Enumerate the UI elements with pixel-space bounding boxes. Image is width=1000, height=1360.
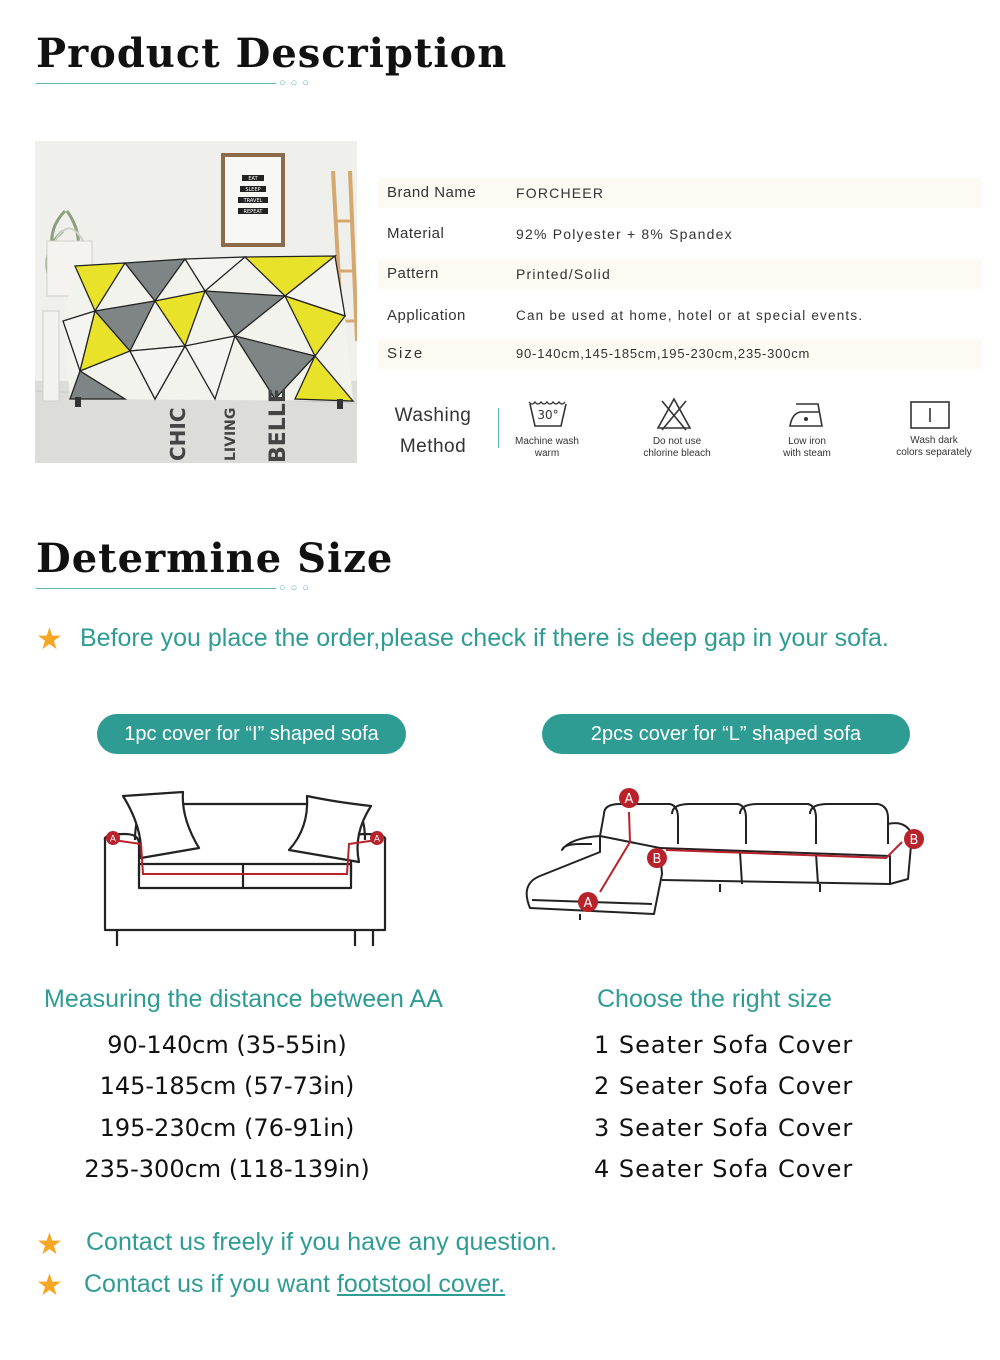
title-underline [36,83,276,84]
svg-text:BELLE: BELLE [266,388,291,463]
spec-row-material [378,219,982,249]
product-description-title: Product Description [36,30,508,77]
spec-value: 92% Polyester + 8% Spandex [516,226,733,242]
spec-label: Application [387,307,466,324]
spec-value: Can be used at home, hotel or at special events. [516,308,864,323]
wash-caption-line: Wash dark [910,435,958,446]
footstool-note [84,1270,505,1299]
marker-a: A [109,834,117,845]
wash-caption-line: Machine wash [515,436,579,447]
marker-b: B [652,852,662,867]
pill-l-shaped: 2pcs cover for “L” shaped sofa [542,714,910,754]
size-value: 90-140cm (35-55in) [107,1031,347,1059]
washing-label-line: Washing [394,405,472,426]
wash-caption-line: Low iron [788,436,826,447]
spec-row-application [378,301,982,331]
wash-separately-icon [910,401,950,429]
poster-word: EAT [248,176,258,182]
choose-size-heading: Choose the right size [597,985,832,1013]
star-icon: ★ [36,623,63,656]
no-bleach-icon [656,397,692,431]
poster-word: SLEEP [245,187,261,193]
spec-label: Size [387,345,425,362]
spec-label: Material [387,225,445,242]
washing-label-line: Method [399,436,467,457]
title-dots: ○○○ [279,77,314,89]
wash-caption-line: Do not use [652,436,702,447]
spec-label: Pattern [387,265,439,282]
i-shaped-sofa-diagram [95,788,395,953]
wash-caption [497,436,597,460]
marker-a: A [624,792,634,807]
spec-value: 90-140cm,145-185cm,195-230cm,235-300cm [516,346,811,361]
contact-note: Contact us freely if you have any question. [86,1228,558,1256]
wash-caption-line: warm [534,448,560,459]
size-value: 145-185cm (57-73in) [99,1072,355,1100]
wash-caption [757,436,857,460]
title-dots: ○○○ [279,582,314,594]
seater-value: 1 Seater Sofa Cover [594,1031,854,1059]
measuring-heading: Measuring the distance between AA [44,985,443,1013]
wash-caption [627,436,727,460]
wash-caption [883,435,985,459]
marker-a: A [583,896,593,911]
seater-value: 4 Seater Sofa Cover [594,1155,854,1183]
marker-a: A [373,834,381,845]
star-icon: ★ [36,1228,63,1261]
wash-caption-line: chlorine bleach [643,448,711,459]
svg-text:CHIC: CHIC [166,407,190,461]
spec-label: Brand Name [387,184,477,201]
size-value: 235-300cm (118-139in) [84,1155,370,1183]
low-iron-icon [786,400,828,430]
poster-word: TRAVEL [243,198,263,204]
spec-row-pattern [378,259,982,289]
poster-word: REPEAT [243,209,263,215]
footstool-note-prefix: Contact us if you want [84,1270,337,1298]
size-value: 195-230cm (76-91in) [99,1114,355,1142]
l-shaped-sofa-diagram [520,784,930,934]
svg-text:LIVING: LIVING [223,407,239,461]
order-tip: Before you place the order,please check if there is deep gap in your sofa. [80,624,889,652]
spec-row-brand [378,178,982,208]
spec-value: FORCHEER [516,185,605,201]
spec-row-size [378,339,982,369]
star-icon: ★ [36,1269,63,1302]
determine-size-title: Determine Size [36,535,394,582]
washing-method-label [392,400,474,462]
machine-wash-30-icon [527,398,569,430]
seater-value: 3 Seater Sofa Cover [594,1114,854,1142]
wash-caption-line: colors separately [896,447,972,458]
wash-temp: 30° [537,408,559,422]
wash-caption-line: with steam [783,448,831,459]
spec-value: Printed/Solid [516,266,611,282]
seater-value: 2 Seater Sofa Cover [594,1072,854,1100]
pill-i-shaped: 1pc cover for “I” shaped sofa [97,714,406,754]
footstool-cover-link[interactable]: footstool cover. [336,1270,506,1298]
product-photo [35,141,357,463]
title-underline [36,588,276,589]
marker-b: B [909,833,919,848]
